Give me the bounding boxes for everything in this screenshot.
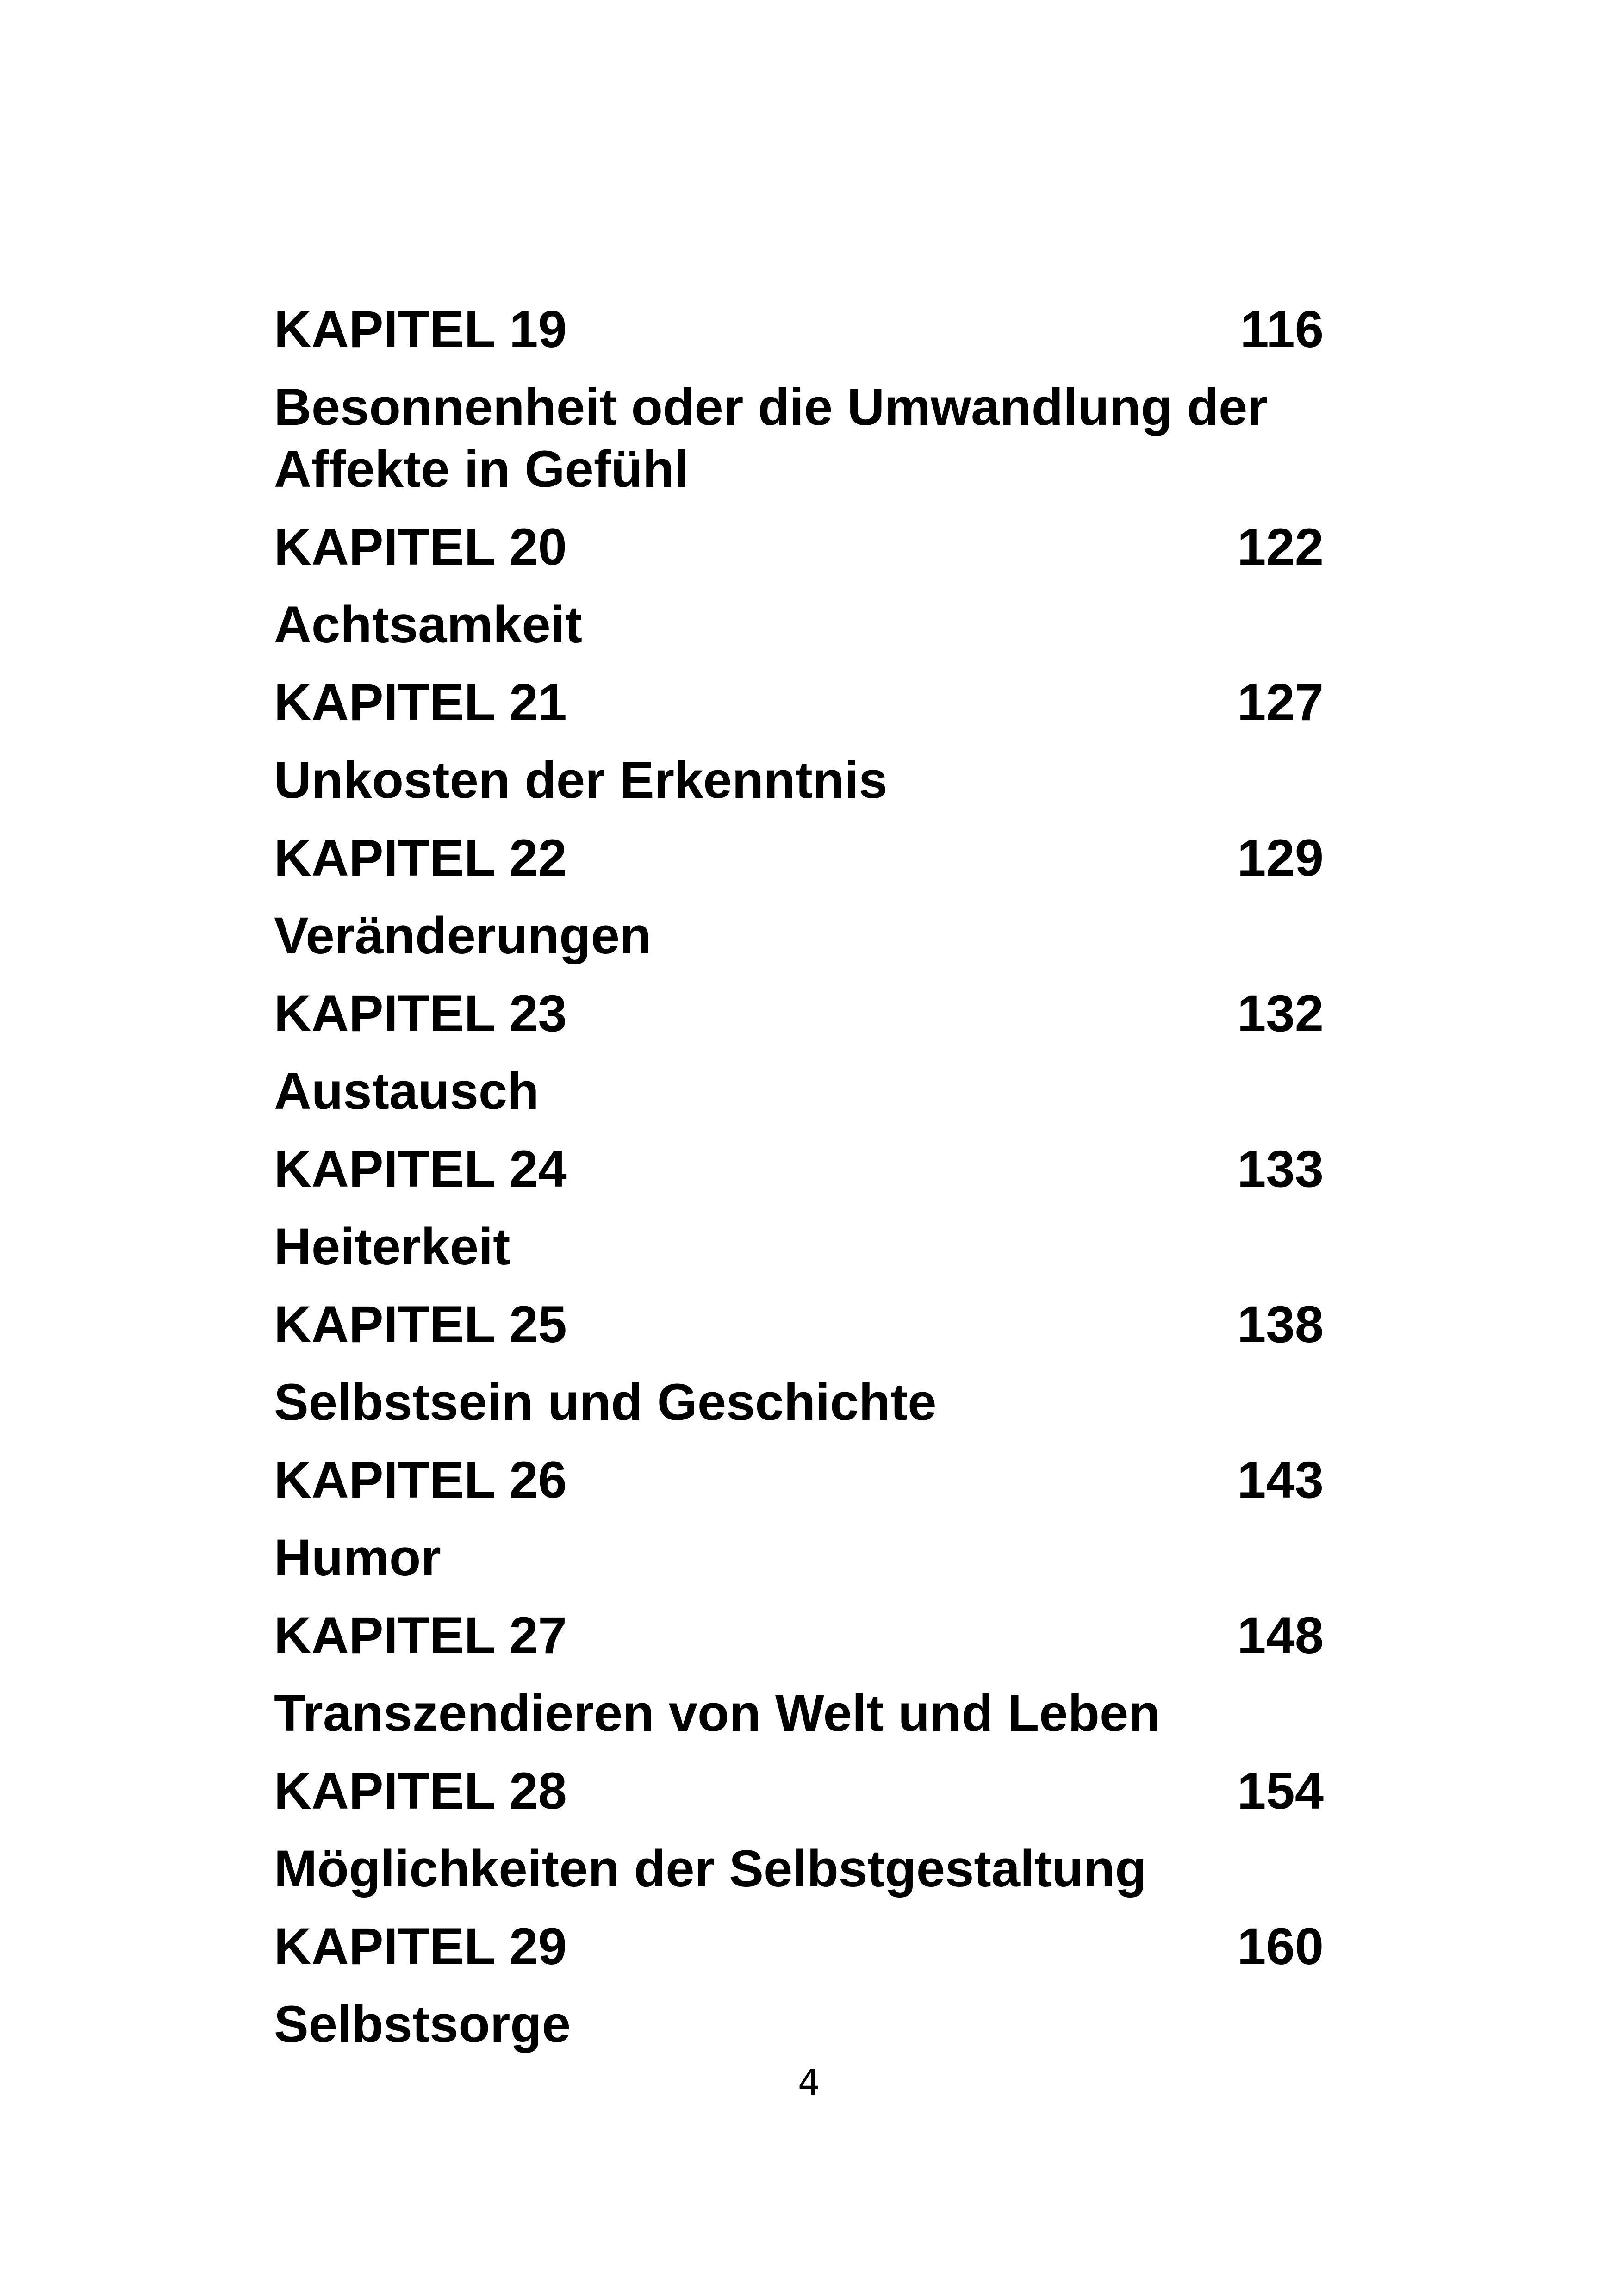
chapter-title: Austausch bbox=[274, 1062, 539, 1120]
chapter-heading-row bbox=[274, 291, 1324, 368]
chapter-heading-row bbox=[274, 1286, 1324, 1363]
chapter-label: KAPITEL 27 bbox=[274, 1606, 567, 1664]
chapter-page-number: 133 bbox=[1237, 1140, 1324, 1198]
chapter-page-number: 148 bbox=[1237, 1606, 1324, 1664]
chapter-heading-row bbox=[274, 1441, 1324, 1519]
toc-entry bbox=[274, 1908, 1324, 2063]
chapter-label: KAPITEL 24 bbox=[274, 1140, 567, 1198]
chapter-heading-row bbox=[274, 1597, 1324, 1674]
toc-entry bbox=[274, 1752, 1324, 1908]
chapter-page-number: 129 bbox=[1237, 829, 1324, 887]
chapter-title: Selbstsorge bbox=[274, 1995, 571, 2053]
chapter-heading-row bbox=[274, 975, 1324, 1052]
chapter-label: KAPITEL 23 bbox=[274, 984, 567, 1042]
chapter-heading-row bbox=[274, 1908, 1324, 1985]
chapter-page-number: 122 bbox=[1237, 518, 1324, 576]
chapter-heading-row bbox=[274, 1752, 1324, 1830]
chapter-title: Veränderungen bbox=[274, 907, 652, 964]
chapter-title: Unkosten der Erkenntnis bbox=[274, 751, 888, 809]
chapter-page-number: 132 bbox=[1237, 984, 1324, 1042]
toc-entry bbox=[274, 1286, 1324, 1441]
chapter-title: Möglichkeiten der Selbstgestaltung bbox=[274, 1840, 1147, 1898]
toc-entry bbox=[274, 1130, 1324, 1286]
toc-entry bbox=[274, 975, 1324, 1130]
chapter-page-number: 154 bbox=[1237, 1762, 1324, 1820]
chapter-title: Transzendieren von Welt und Leben bbox=[274, 1684, 1160, 1742]
chapter-page-number: 138 bbox=[1237, 1295, 1324, 1353]
chapter-heading-row bbox=[274, 819, 1324, 897]
chapter-title: Heiterkeit bbox=[274, 1218, 510, 1276]
toc-entry bbox=[274, 819, 1324, 975]
toc-entry bbox=[274, 1597, 1324, 1752]
chapter-page-number: 143 bbox=[1237, 1451, 1324, 1509]
toc-entry bbox=[274, 1441, 1324, 1597]
chapter-label: KAPITEL 20 bbox=[274, 518, 567, 576]
table-of-contents bbox=[274, 291, 1324, 2063]
chapter-heading-row bbox=[274, 1130, 1324, 1208]
chapter-label: KAPITEL 29 bbox=[274, 1917, 567, 1975]
toc-entry bbox=[274, 508, 1324, 664]
toc-entry bbox=[274, 664, 1324, 819]
chapter-title: Besonnenheit oder die Umwandlung der Affekte in Gefühl bbox=[274, 378, 1268, 498]
chapter-page-number: 127 bbox=[1237, 673, 1324, 731]
chapter-page-number: 116 bbox=[1240, 300, 1324, 358]
toc-entry bbox=[274, 291, 1324, 508]
chapter-label: KAPITEL 28 bbox=[274, 1762, 567, 1820]
chapter-title: Humor bbox=[274, 1529, 441, 1587]
chapter-page-number: 160 bbox=[1237, 1917, 1324, 1975]
chapter-label: KAPITEL 25 bbox=[274, 1295, 567, 1353]
chapter-label: KAPITEL 19 bbox=[274, 300, 567, 358]
chapter-title: Selbstsein und Geschichte bbox=[274, 1373, 937, 1431]
chapter-label: KAPITEL 21 bbox=[274, 673, 567, 731]
page-number-footer: 4 bbox=[797, 2062, 821, 2103]
chapter-label: KAPITEL 22 bbox=[274, 829, 567, 887]
chapter-title: Achtsamkeit bbox=[274, 596, 583, 653]
chapter-label: KAPITEL 26 bbox=[274, 1451, 567, 1509]
chapter-heading-row bbox=[274, 664, 1324, 741]
chapter-heading-row bbox=[274, 508, 1324, 586]
